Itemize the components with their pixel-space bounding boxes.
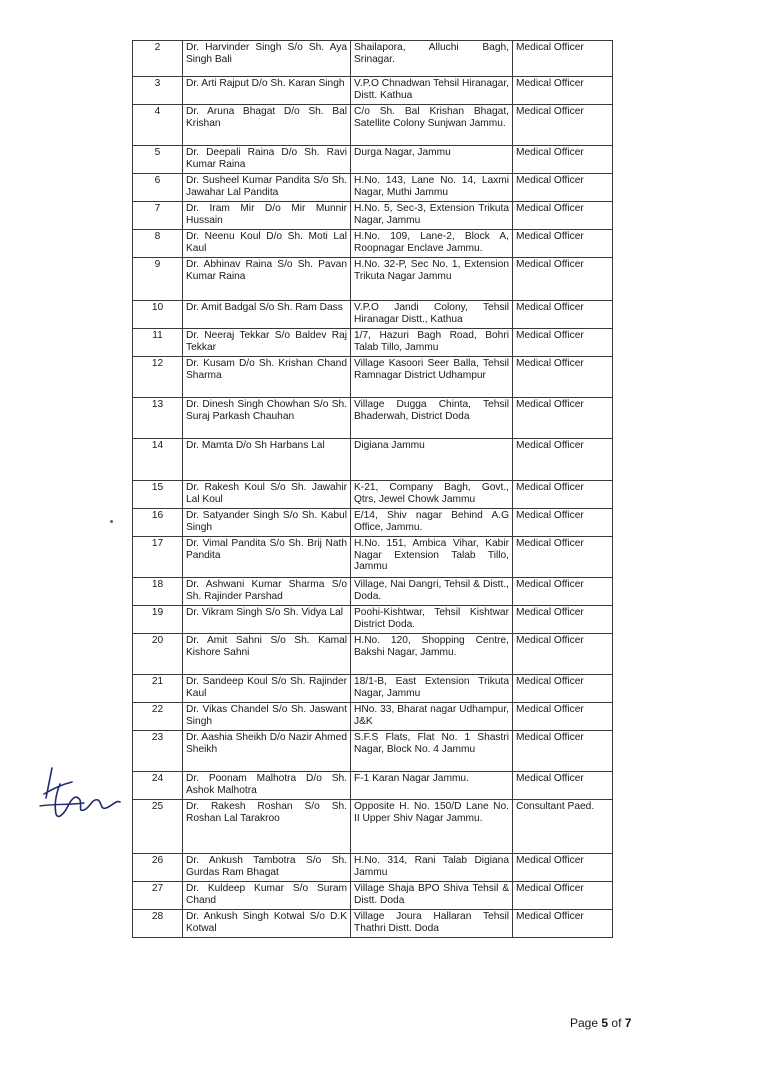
designation-cell: Medical Officer — [513, 398, 613, 439]
name-cell: Dr. Dinesh Singh Chowhan S/o Sh. Suraj Parkash Chauhan — [183, 398, 351, 439]
address-cell: V.P.O Jandi Colony, Tehsil Hiranagar Distt., Kathua — [351, 301, 513, 329]
of-label: of — [611, 1016, 622, 1030]
serial-number-cell: 18 — [133, 578, 183, 606]
name-cell: Dr. Amit Sahni S/o Sh. Kamal Kishore Sahni — [183, 634, 351, 675]
name-cell: Dr. Satyander Singh S/o Sh. Kabul Singh — [183, 509, 351, 537]
table-row — [133, 202, 613, 230]
designation-cell: Medical Officer — [513, 230, 613, 258]
serial-number-cell: 7 — [133, 202, 183, 230]
address-cell: H.No. 143, Lane No. 14, Laxmi Nagar, Muthi Jammu — [351, 174, 513, 202]
designation-cell: Medical Officer — [513, 537, 613, 578]
name-cell: Dr. Amit Badgal S/o Sh. Ram Dass — [183, 301, 351, 329]
table-row — [133, 675, 613, 703]
table-row — [133, 854, 613, 882]
serial-number-cell: 23 — [133, 731, 183, 772]
table-row — [133, 398, 613, 439]
table-row — [133, 800, 613, 854]
designation-cell: Medical Officer — [513, 174, 613, 202]
table-row — [133, 634, 613, 675]
table-row — [133, 882, 613, 910]
name-cell: Dr. Vikas Chandel S/o Sh. Jaswant Singh — [183, 703, 351, 731]
name-cell: Dr. Kuldeep Kumar S/o Suram Chand — [183, 882, 351, 910]
name-cell: Dr. Rakesh Koul S/o Sh. Jawahir Lal Koul — [183, 481, 351, 509]
name-cell: Dr. Ankush Singh Kotwal S/o D.K Kotwal — [183, 910, 351, 938]
name-cell: Dr. Deepali Raina D/o Sh. Ravi Kumar Raina — [183, 146, 351, 174]
address-cell: H.No. 151, Ambica Vihar, Kabir Nagar Extension Talab Tillo, Jammu — [351, 537, 513, 578]
address-cell: Poohi-Kishtwar, Tehsil Kishtwar District Doda. — [351, 606, 513, 634]
name-cell: Dr. Mamta D/o Sh Harbans Lal — [183, 439, 351, 481]
address-cell: C/o Sh. Bal Krishan Bhagat, Satellite Colony Sunjwan Jammu. — [351, 105, 513, 146]
name-cell: Dr. Poonam Malhotra D/o Sh. Ashok Malhotra — [183, 772, 351, 800]
table-row — [133, 41, 613, 77]
name-cell: Dr. Kusam D/o Sh. Krishan Chand Sharma — [183, 357, 351, 398]
designation-cell: Consultant Paed. — [513, 800, 613, 854]
serial-number-cell: 26 — [133, 854, 183, 882]
name-cell: Dr. Ankush Tambotra S/o Sh. Gurdas Ram Bhagat — [183, 854, 351, 882]
table-row — [133, 772, 613, 800]
address-cell: HNo. 33, Bharat nagar Udhampur, J&K — [351, 703, 513, 731]
serial-number-cell: 14 — [133, 439, 183, 481]
serial-number-cell: 6 — [133, 174, 183, 202]
address-cell: Village Dugga Chinta, Tehsil Bhaderwah, District Doda — [351, 398, 513, 439]
designation-cell: Medical Officer — [513, 301, 613, 329]
name-cell: Dr. Aruna Bhagat D/o Sh. Bal Krishan — [183, 105, 351, 146]
name-cell: Dr. Arti Rajput D/o Sh. Karan Singh — [183, 77, 351, 105]
serial-number-cell: 15 — [133, 481, 183, 509]
table-row — [133, 301, 613, 329]
designation-cell: Medical Officer — [513, 258, 613, 301]
table-row — [133, 105, 613, 146]
designation-cell: Medical Officer — [513, 578, 613, 606]
designation-cell: Medical Officer — [513, 481, 613, 509]
designation-cell: Medical Officer — [513, 634, 613, 675]
serial-number-cell: 21 — [133, 675, 183, 703]
page-label: Page — [570, 1016, 599, 1030]
table-row — [133, 578, 613, 606]
serial-number-cell: 13 — [133, 398, 183, 439]
address-cell: 1/7, Hazuri Bagh Road, Bohri Talab Tillo, Jammu — [351, 329, 513, 357]
table-row — [133, 357, 613, 398]
table-row — [133, 174, 613, 202]
address-cell: Village, Nai Dangri, Tehsil & Distt., Doda. — [351, 578, 513, 606]
address-cell: F-1 Karan Nagar Jammu. — [351, 772, 513, 800]
serial-number-cell: 12 — [133, 357, 183, 398]
address-cell: H.No. 32-P, Sec No. 1, Extension Trikuta Nagar Jammu — [351, 258, 513, 301]
table-row — [133, 146, 613, 174]
serial-number-cell: 27 — [133, 882, 183, 910]
serial-number-cell: 5 — [133, 146, 183, 174]
serial-number-cell: 10 — [133, 301, 183, 329]
name-cell: Dr. Susheel Kumar Pandita S/o Sh. Jawahar Lal Pandita — [183, 174, 351, 202]
designation-cell: Medical Officer — [513, 675, 613, 703]
serial-number-cell: 17 — [133, 537, 183, 578]
name-cell: Dr. Aashia Sheikh D/o Nazir Ahmed Sheikh — [183, 731, 351, 772]
name-cell: Dr. Ashwani Kumar Sharma S/o Sh. Rajinder Parshad — [183, 578, 351, 606]
name-cell: Dr. Vimal Pandita S/o Sh. Brij Nath Pandita — [183, 537, 351, 578]
designation-cell: Medical Officer — [513, 703, 613, 731]
stray-mark — [110, 520, 113, 523]
address-cell: H.No. 120, Shopping Centre, Bakshi Nagar, Jammu. — [351, 634, 513, 675]
address-cell: H.No. 5, Sec-3, Extension Trikuta Nagar, Jammu — [351, 202, 513, 230]
address-cell: Village Joura Hallaran Tehsil Thathri Distt. Doda — [351, 910, 513, 938]
designation-cell: Medical Officer — [513, 329, 613, 357]
designation-cell: Medical Officer — [513, 731, 613, 772]
designation-cell: Medical Officer — [513, 882, 613, 910]
address-cell: Durga Nagar, Jammu — [351, 146, 513, 174]
address-cell: E/14, Shiv nagar Behind A.G Office, Jammu. — [351, 509, 513, 537]
signature-icon — [38, 764, 124, 826]
serial-number-cell: 28 — [133, 910, 183, 938]
roster-body — [133, 41, 613, 938]
designation-cell: Medical Officer — [513, 41, 613, 77]
name-cell: Dr. Harvinder Singh S/o Sh. Aya Singh Bali — [183, 41, 351, 77]
name-cell: Dr. Rakesh Roshan S/o Sh. Roshan Lal Tarakroo — [183, 800, 351, 854]
name-cell: Dr. Neenu Koul D/o Sh. Moti Lal Kaul — [183, 230, 351, 258]
name-cell: Dr. Vikram Singh S/o Sh. Vidya Lal — [183, 606, 351, 634]
table-row — [133, 77, 613, 105]
address-cell: Opposite H. No. 150/D Lane No. II Upper Shiv Nagar Jammu. — [351, 800, 513, 854]
serial-number-cell: 19 — [133, 606, 183, 634]
table-row — [133, 910, 613, 938]
total-pages: 7 — [624, 1016, 632, 1030]
address-cell: H.No. 314, Rani Talab Digiana Jammu — [351, 854, 513, 882]
serial-number-cell: 8 — [133, 230, 183, 258]
serial-number-cell: 25 — [133, 800, 183, 854]
designation-cell: Medical Officer — [513, 202, 613, 230]
table-row — [133, 439, 613, 481]
designation-cell: Medical Officer — [513, 772, 613, 800]
table-row — [133, 537, 613, 578]
serial-number-cell: 11 — [133, 329, 183, 357]
designation-cell: Medical Officer — [513, 439, 613, 481]
serial-number-cell: 3 — [133, 77, 183, 105]
address-cell: Village Kasoori Seer Balla, Tehsil Ramnagar District Udhampur — [351, 357, 513, 398]
designation-cell: Medical Officer — [513, 854, 613, 882]
serial-number-cell: 16 — [133, 509, 183, 537]
table-row — [133, 329, 613, 357]
designation-cell: Medical Officer — [513, 606, 613, 634]
address-cell: H.No. 109, Lane-2, Block A, Roopnagar Enclave Jammu. — [351, 230, 513, 258]
designation-cell: Medical Officer — [513, 77, 613, 105]
designation-cell: Medical Officer — [513, 509, 613, 537]
table-row — [133, 731, 613, 772]
designation-cell: Medical Officer — [513, 910, 613, 938]
address-cell: Village Shaja BPO Shiva Tehsil & Distt. Doda — [351, 882, 513, 910]
serial-number-cell: 2 — [133, 41, 183, 77]
page-number — [570, 1016, 631, 1030]
serial-number-cell: 20 — [133, 634, 183, 675]
address-cell: Shailapora, Alluchi Bagh, Srinagar. — [351, 41, 513, 77]
table-row — [133, 258, 613, 301]
table-row — [133, 230, 613, 258]
address-cell: K-21, Company Bagh, Govt., Qtrs, Jewel Chowk Jammu — [351, 481, 513, 509]
address-cell: 18/1-B, East Extension Trikuta Nagar, Jammu — [351, 675, 513, 703]
address-cell: S.F.S Flats, Flat No. 1 Shastri Nagar, Block No. 4 Jammu — [351, 731, 513, 772]
serial-number-cell: 24 — [133, 772, 183, 800]
address-cell: Digiana Jammu — [351, 439, 513, 481]
name-cell: Dr. Sandeep Koul S/o Sh. Rajinder Kaul — [183, 675, 351, 703]
serial-number-cell: 4 — [133, 105, 183, 146]
roster-table — [132, 40, 613, 938]
serial-number-cell: 9 — [133, 258, 183, 301]
current-page: 5 — [601, 1016, 609, 1030]
name-cell: Dr. Iram Mir D/o Mir Munnir Hussain — [183, 202, 351, 230]
table-row — [133, 509, 613, 537]
table-row — [133, 606, 613, 634]
address-cell: V.P.O Chnadwan Tehsil Hiranagar, Distt. Kathua — [351, 77, 513, 105]
designation-cell: Medical Officer — [513, 105, 613, 146]
table-row — [133, 703, 613, 731]
name-cell: Dr. Abhinav Raina S/o Sh. Pavan Kumar Raina — [183, 258, 351, 301]
table-row — [133, 481, 613, 509]
designation-cell: Medical Officer — [513, 146, 613, 174]
name-cell: Dr. Neeraj Tekkar S/o Baldev Raj Tekkar — [183, 329, 351, 357]
serial-number-cell: 22 — [133, 703, 183, 731]
designation-cell: Medical Officer — [513, 357, 613, 398]
